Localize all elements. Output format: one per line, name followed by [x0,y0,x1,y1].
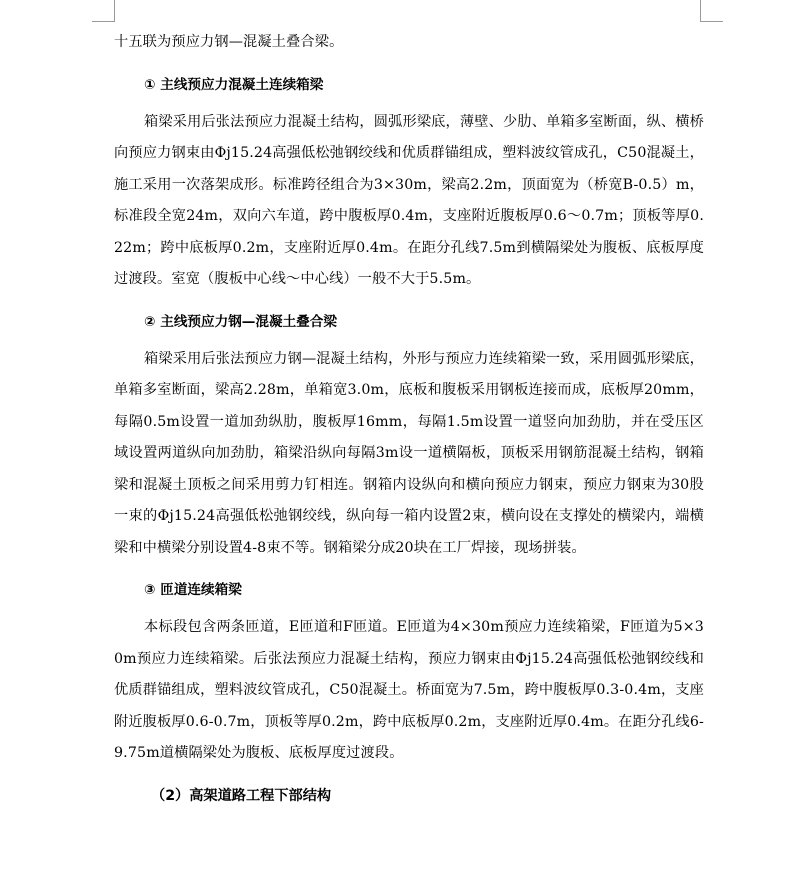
crop-mark-top-left [92,0,115,22]
section-heading-2: ② 主线预应力钢—混凝土叠合梁 [144,313,337,330]
section-body-1: 箱梁采用后张法预应力混凝土结构，圆弧形梁底，薄壁、少肋、单箱多室断面，纵、横桥向预应力钢束由Φj15.24高强低松弛钢绞线和优质群锚组成，塑料波纹管成孔，C50混凝土，施工采用一次落架成形。标准跨径组合为3×30m，梁高2.2m，顶面宽为（桥宽B-0.5）m，标准段全宽24m，双向六车道，跨中腹板厚0.4m，支座附近腹板厚0.6～0.7m；顶板等厚0.22m；跨中底板厚0.2m，支座附近厚0.4m。在距分孔线7.5m到横隔梁处为腹板、底板厚度过渡段。室宽（腹板中心线～中心线）一般不大于5.5m。 [114,113,704,287]
document-body [114,27,704,810]
intro-line: 十五联为预应力钢—混凝土叠合梁。 [114,34,344,50]
section-body-3: 本标段包含两条匝道，E匝道和F匝道。E匝道为4×30m预应力连续箱梁，F匝道为5×30m预应力连续箱梁。后张法预应力混凝土结构，预应力钢束由Φj15.24高强低松弛钢绞线和优质群锚组成，塑料波纹管成孔，C50混凝土。桥面宽为7.5m，跨中腹板厚0.3-0.4m，支座附近腹板厚0.6-0.7m，顶板等厚0.2m，跨中底板厚0.2m，支座附近厚0.4m。在距分孔线6-9.75m道横隔梁处为腹板、底板厚度过渡段。 [114,619,704,761]
section-body-2: 箱梁采用后张法预应力钢—混凝土结构，外形与预应力连续箱梁一致，采用圆弧形梁底，单箱多室断面，梁高2.28m，单箱宽3.0m，底板和腹板采用钢板连接而成，底板厚20mm，每隔0.5m设置一道加劲纵肋，腹板厚16mm，每隔1.5m设置一道竖向加劲肋，并在受压区域设置两道纵向加劲肋，箱梁沿纵向每隔3m设一道横隔板，顶板采用钢筋混凝土结构，钢箱梁和混凝土顶板之间采用剪力钉相连。钢箱内设纵向和横向预应力钢束，预应力钢束为30股一束的Φj15.24高强低松弛钢绞线，纵向每一箱内设置2束，横向设在支撑处的横梁内，端横梁和中横梁分别设置4-8束不等。钢箱梁分成20块在工厂焊接，现场拼装。 [114,350,704,556]
section-heading-1: ① 主线预应力混凝土连续箱梁 [144,76,324,93]
section-heading-3: ③ 匝道连续箱梁 [144,582,242,598]
next-section-heading: （2）高架道路工程下部结构 [151,787,332,804]
crop-mark-top-right [700,0,723,22]
